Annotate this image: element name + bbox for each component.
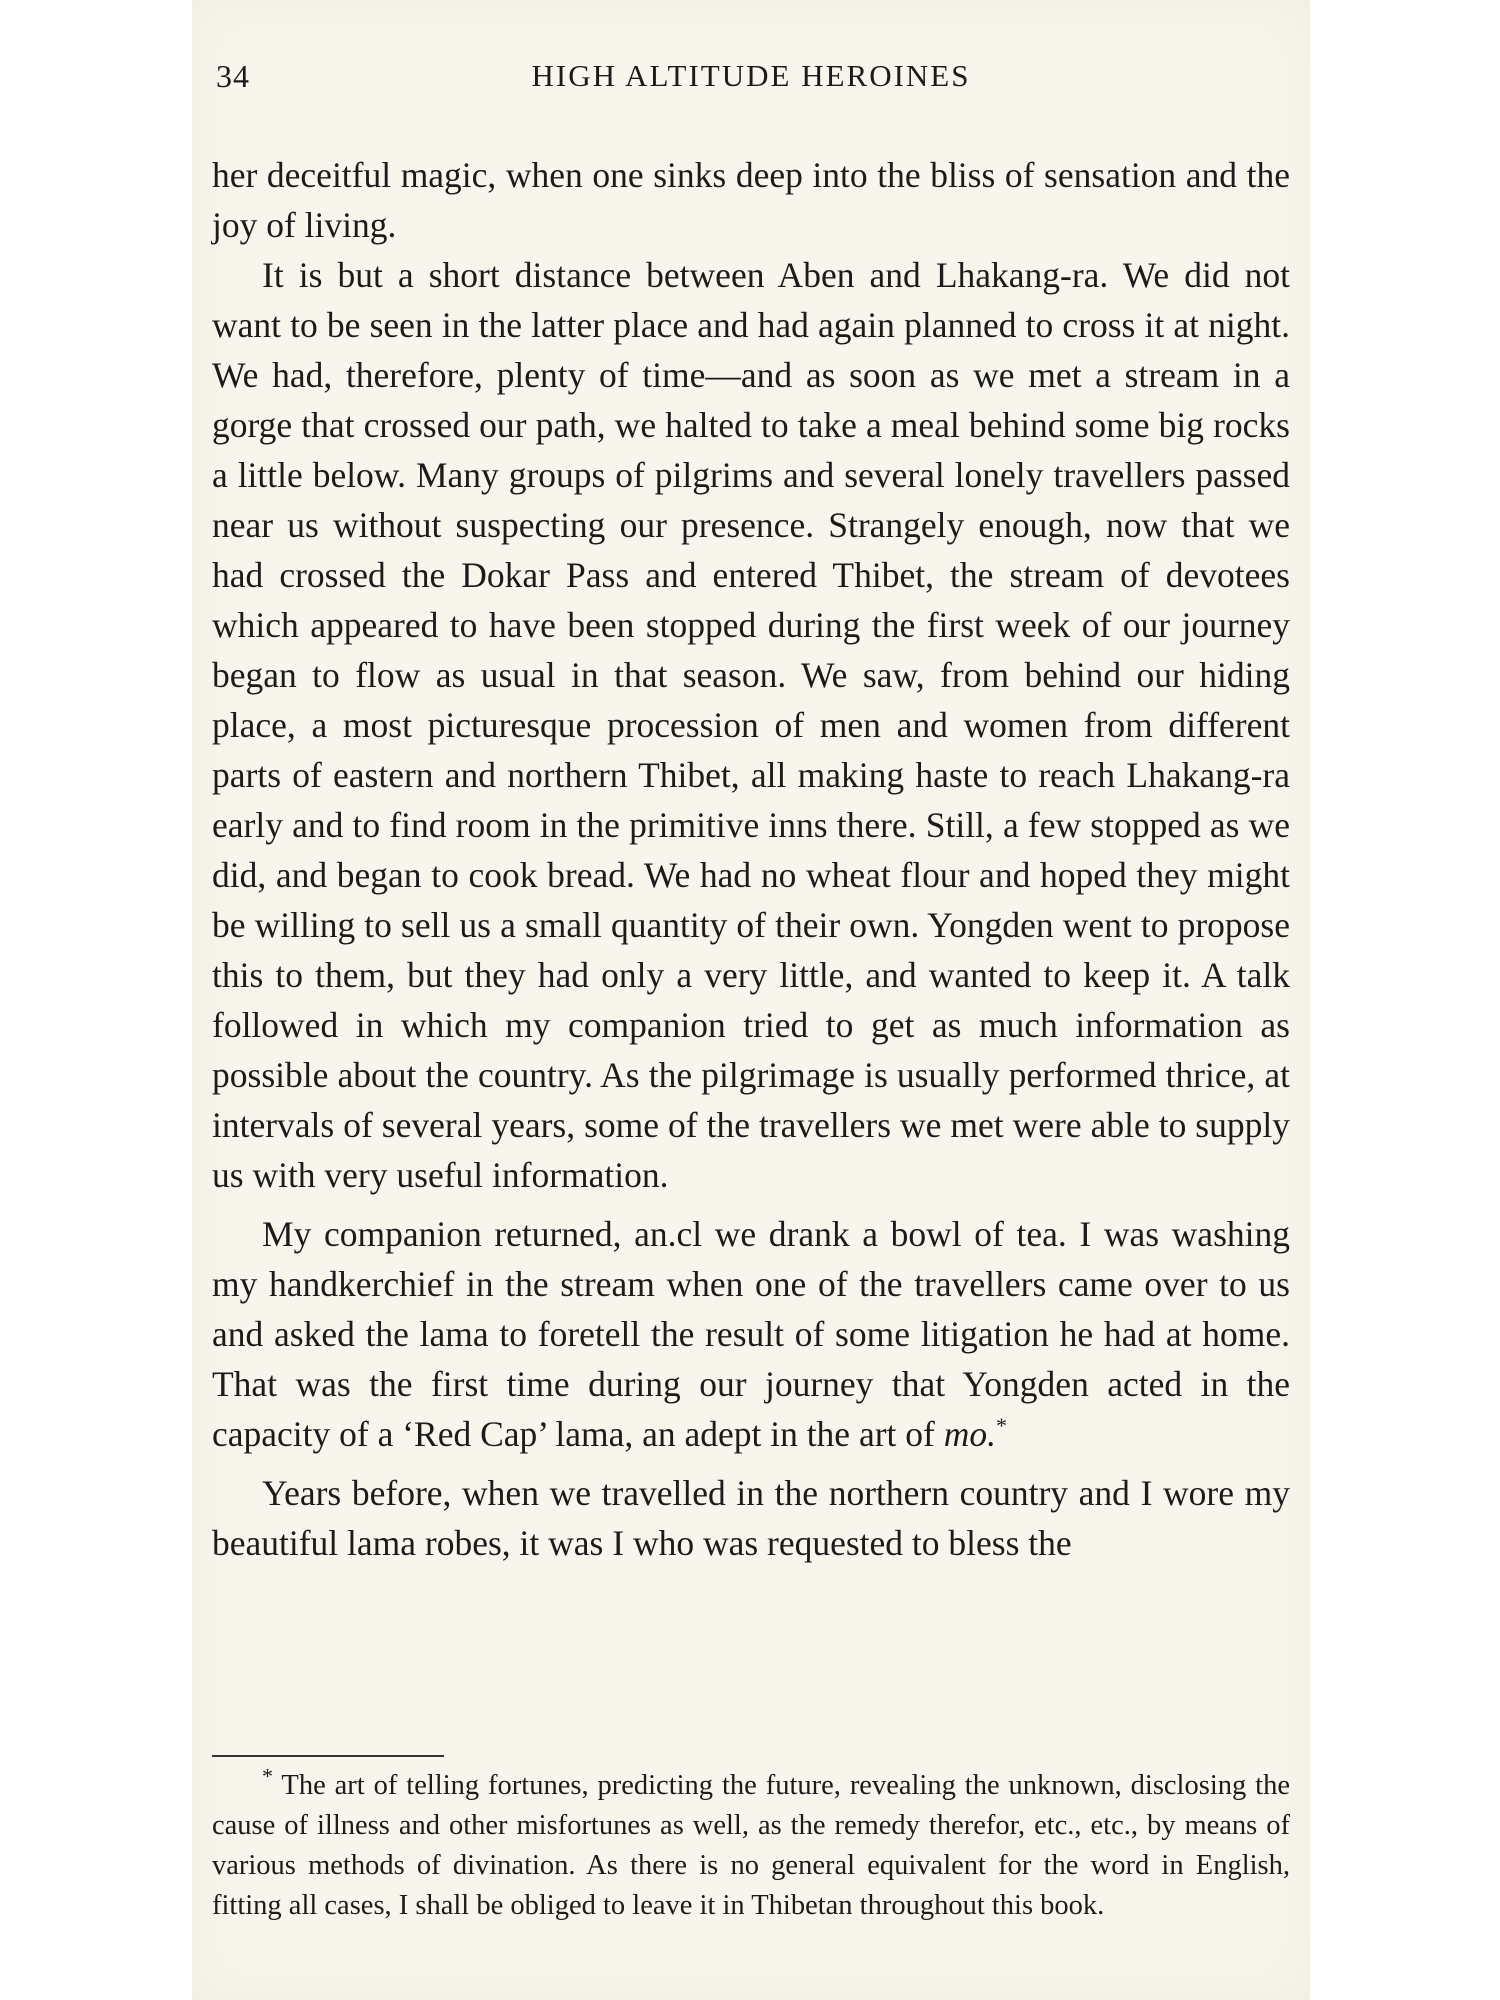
- footnote: [212, 1763, 1290, 1926]
- footnote-divider: [212, 1755, 444, 1757]
- italic-term: mo.: [943, 1414, 996, 1454]
- paragraph-1: her deceitful magic, when one sinks deep into the bliss of sensation and the joy of living.: [212, 155, 1290, 245]
- paragraph-2: It is but a short distance between Aben and Lhakang-ra. We did not want to be seen in the latter place and had again planned to cross it at night. We had, therefore, plenty of time—and as soon as we met a stream in a gorge that crossed our path, we halted to take a meal behind some big rocks a little below. Many groups of pilgrims and several lonely travellers passed near us without suspecting our presence. Strangely enough, now that we had crossed the Dokar Pass and entered Thibet, the stream of devotees which appeared to have been stopped during the first week of our journey began to flow as usual in that season. We saw, from behind our hiding place, a most picturesque procession of men and women from different parts of eastern and northern Thibet, all making haste to reach Lhakang-ra early and to find room in the primitive inns there. Still, a few stopped as we did, and began to cook bread. We had no wheat flour and hoped they might be willing to sell us a small quantity of their own. Yongden went to propose this to them, but they had only a very little, and wanted to keep it. A talk followed in which my companion tried to get as much information as possible about the country. As the pilgrimage is usually performed thrice, at intervals of several years, some of the travellers we met were able to supply us with very useful information.: [212, 255, 1290, 1195]
- body-text: [212, 150, 1290, 1568]
- paragraph-3: [212, 1209, 1290, 1459]
- footnote-text: The art of telling fortunes, predicting the future, revealing the unknown, disclosing the cause of illness and other misfortunes as well, as the remedy therefor, etc., etc., by means of various methods of divination. As there is no general equivalent for the word in English, fitting all cases, I shall be obliged to leave it in Thibetan throughout this book.: [212, 1770, 1290, 1921]
- footnote-reference: *: [995, 1413, 1007, 1439]
- book-page: [192, 0, 1310, 2000]
- paragraph-4: Years before, when we travelled in the northern country and I wore my beautiful lama robes, it was I who was requested to bless the: [212, 1473, 1290, 1563]
- footnote-marker: *: [262, 1763, 273, 1789]
- page-header: [216, 58, 1286, 98]
- running-head: HIGH ALTITUDE HEROINES: [531, 58, 971, 93]
- paragraph-3-text: My companion returned, an.cl we drank a bowl of tea. I was washing my handkerchief in the stream when one of the travellers came over to us and asked the lama to foretell the result of some litigation he had at home. That was the first time during our journey that Yongden acted in the capacity of a ‘Red Cap’ lama, an adept in the art of: [212, 1214, 1290, 1454]
- page-number: 34: [216, 58, 250, 94]
